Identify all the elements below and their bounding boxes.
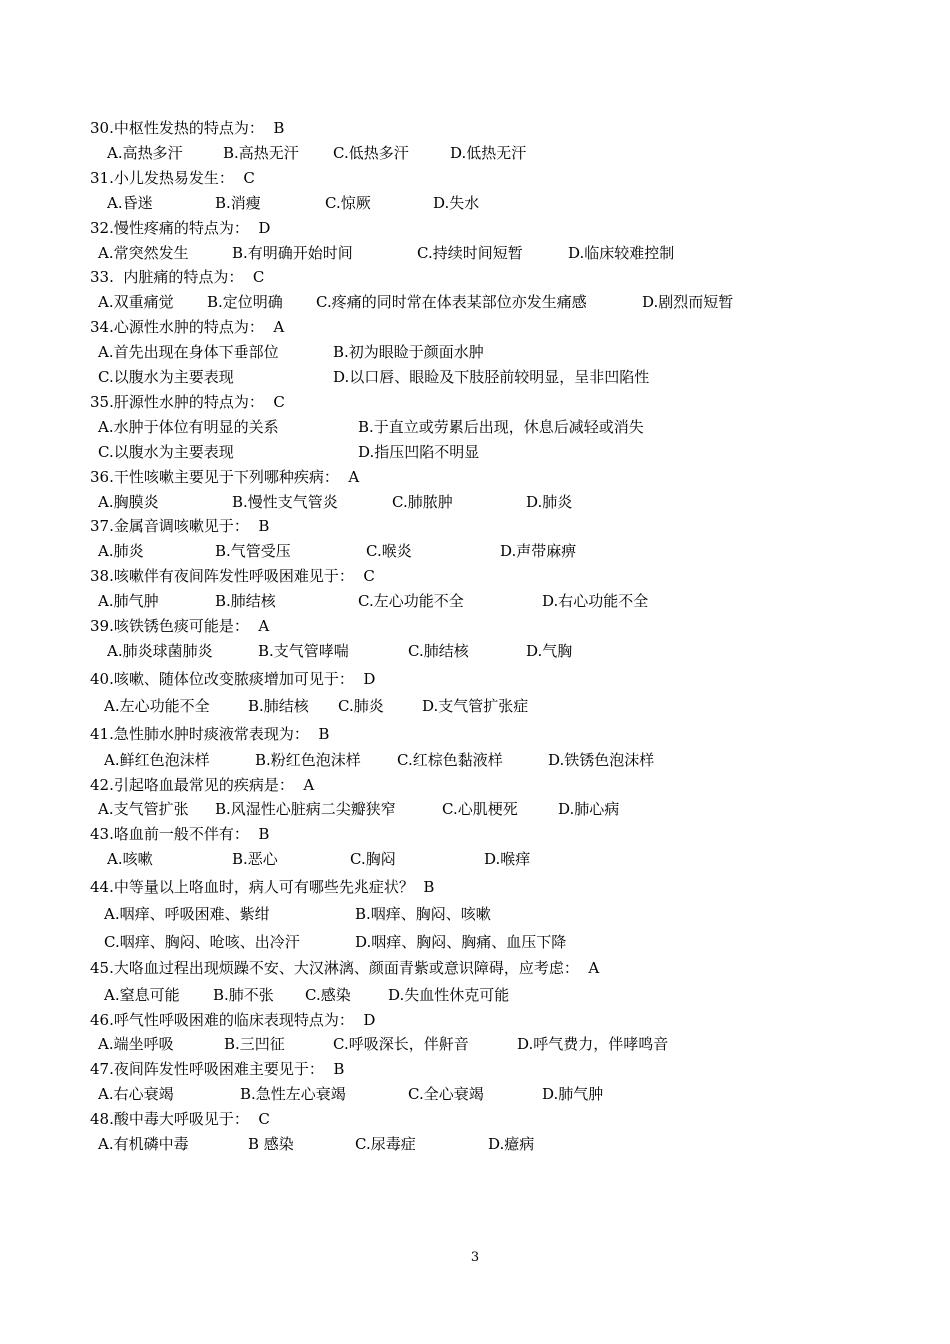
option-d: D.临床较难控制 <box>568 244 675 262</box>
option-c: C.肺结核 <box>408 642 469 660</box>
question-42: 42.引起咯血最常见的疾病是： A <box>90 776 315 794</box>
options-39 <box>0 641 573 661</box>
question-31: 31.小儿发热易发生： C <box>90 169 255 187</box>
option-a: A.右心衰竭 <box>98 1085 174 1103</box>
question-34: 34.心源性水肿的特点为： A <box>90 318 285 336</box>
option-c: C.红棕色黏液样 <box>397 751 503 769</box>
option-a: A.咽痒、呼吸困难、紫绀 <box>104 905 270 923</box>
question-41: 41.急性肺水肿时痰液常表现为： B <box>90 725 330 743</box>
option-d: D.支气管扩张症 <box>422 697 529 715</box>
option-d: D.指压凹陷不明显 <box>358 443 480 461</box>
option-b: B.三凹征 <box>224 1035 285 1053</box>
question-46: 46.呼气性呼吸困难的临床表现特点为： D <box>90 1011 376 1029</box>
option-b: B.肺结核 <box>248 697 309 715</box>
option-c: C.持续时间短暂 <box>417 244 523 262</box>
option-a: A.首先出现在身体下垂部位 <box>98 343 279 361</box>
option-d: D.失血性休克可能 <box>388 986 510 1004</box>
option-a: A.窒息可能 <box>104 986 180 1004</box>
option-a: A.昏迷 <box>107 194 153 212</box>
option-d: D.右心功能不全 <box>542 592 649 610</box>
option-b: B.恶心 <box>232 850 278 868</box>
option-a: A.有机磷中毒 <box>98 1135 189 1153</box>
options-37 <box>0 541 577 561</box>
option-d: D.低热无汗 <box>450 144 527 162</box>
question-38: 38.咳嗽伴有夜间阵发性呼吸困难见于： C <box>90 567 375 585</box>
question-35: 35.肝源性水肿的特点为： C <box>90 393 285 411</box>
option-a: A.常突然发生 <box>98 244 189 262</box>
options-44-row1 <box>0 904 491 924</box>
question-37: 37.金属音调咳嗽见于： B <box>90 517 270 535</box>
question-45: 45.大咯血过程出现烦躁不安、大汉淋漓、颜面青紫或意识障碍，应考虑： A <box>90 959 600 977</box>
option-c: C.呼吸深长，伴鼾音 <box>333 1035 469 1053</box>
option-a: A.水肿于体位有明显的关系 <box>98 418 279 436</box>
option-c: C.全心衰竭 <box>408 1085 484 1103</box>
option-a: A.左心功能不全 <box>104 697 210 715</box>
option-c: C.以腹水为主要表现 <box>98 368 234 386</box>
option-d: D.气胸 <box>526 642 573 660</box>
option-d: D.铁锈色泡沫样 <box>548 751 655 769</box>
options-30 <box>0 143 527 163</box>
option-d: D.失水 <box>433 194 480 212</box>
option-a: A.双重痛觉 <box>98 293 174 311</box>
option-d: D.以口唇、眼睑及下肢胫前较明显，呈非凹陷性 <box>333 368 650 386</box>
option-a: A.咳嗽 <box>107 850 153 868</box>
option-c: C.尿毒症 <box>355 1135 416 1153</box>
question-39: 39.咳铁锈色痰可能是： A <box>90 617 270 635</box>
option-b: B.肺结核 <box>215 592 276 610</box>
options-38 <box>0 591 649 611</box>
option-b: B.慢性支气管炎 <box>232 493 338 511</box>
option-c: C.疼痛的同时常在体表某部位亦发生痛感 <box>316 293 587 311</box>
option-b: B.粉红色泡沫样 <box>255 751 361 769</box>
options-40 <box>0 696 529 716</box>
option-b: B.支气管哮喘 <box>258 642 349 660</box>
options-33 <box>0 292 734 312</box>
options-35-row1 <box>0 417 644 437</box>
question-36: 36.干性咳嗽主要见于下列哪种疾病： A <box>90 468 360 486</box>
option-d: D.癔病 <box>488 1135 535 1153</box>
option-a: A.端坐呼吸 <box>98 1035 174 1053</box>
option-c: C.左心功能不全 <box>358 592 464 610</box>
options-45 <box>0 985 510 1005</box>
option-d: D.呼气费力，伴哮鸣音 <box>517 1035 669 1053</box>
option-a: A.高热多汗 <box>107 144 183 162</box>
option-d: D.剧烈而短暂 <box>642 293 734 311</box>
option-c: C.以腹水为主要表现 <box>98 443 234 461</box>
question-40: 40.咳嗽、随体位改变脓痰增加可见于： D <box>90 670 376 688</box>
option-c: C.肺炎 <box>338 697 384 715</box>
options-43 <box>0 849 531 869</box>
options-36 <box>0 492 573 512</box>
option-a: A.肺气肿 <box>98 592 159 610</box>
question-47: 47.夜间阵发性呼吸困难主要见于： B <box>90 1060 345 1078</box>
option-b: B.有明确开始时间 <box>232 244 353 262</box>
option-c: C.喉炎 <box>366 542 412 560</box>
question-33: 33. 内脏痛的特点为： C <box>90 268 265 286</box>
option-c: C.惊厥 <box>325 194 371 212</box>
option-b: B.咽痒、胸闷、咳嗽 <box>355 905 491 923</box>
option-d: D.肺炎 <box>526 493 573 511</box>
options-44-row2 <box>0 932 567 952</box>
option-d: D.肺气肿 <box>542 1085 604 1103</box>
option-b: B.肺不张 <box>213 986 274 1004</box>
question-48: 48.酸中毒大呼吸见于： C <box>90 1110 270 1128</box>
option-b: B.定位明确 <box>207 293 283 311</box>
option-b: B 感染 <box>248 1135 294 1153</box>
option-b: B.急性左心衰竭 <box>240 1085 346 1103</box>
option-c: C.心肌梗死 <box>442 800 518 818</box>
options-47 <box>0 1084 604 1104</box>
options-31 <box>0 193 480 213</box>
option-b: B.于直立或劳累后出现，休息后减轻或消失 <box>358 418 644 436</box>
options-35-row2 <box>0 442 480 462</box>
options-48 <box>0 1134 535 1154</box>
option-b: B.风湿性心脏病二尖瓣狭窄 <box>215 800 396 818</box>
option-d: D.咽痒、胸闷、胸痛、血压下降 <box>355 933 567 951</box>
option-a: A.肺炎 <box>98 542 144 560</box>
option-d: D.喉痒 <box>484 850 531 868</box>
option-d: D.肺心病 <box>558 800 620 818</box>
options-46 <box>0 1034 669 1054</box>
option-a: A.胸膜炎 <box>98 493 159 511</box>
page-number: 3 <box>470 1250 480 1265</box>
option-b: B.消瘦 <box>215 194 261 212</box>
option-b: B.初为眼睑于颜面水肿 <box>333 343 484 361</box>
options-32 <box>0 243 675 263</box>
question-43: 43.咯血前一般不伴有： B <box>90 825 270 843</box>
option-c: C.咽痒、胸闷、呛咳、出冷汗 <box>104 933 300 951</box>
question-30: 30.中枢性发热的特点为： B <box>90 119 285 137</box>
option-a: A.支气管扩张 <box>98 800 189 818</box>
options-41 <box>0 750 655 770</box>
option-a: A.鲜红色泡沫样 <box>104 751 210 769</box>
options-34-row1 <box>0 342 484 362</box>
option-c: C.胸闷 <box>350 850 396 868</box>
option-b: B.高热无汗 <box>223 144 299 162</box>
option-c: C.感染 <box>305 986 351 1004</box>
option-d: D.声带麻痹 <box>500 542 577 560</box>
options-34-row2 <box>0 367 650 387</box>
option-a: A.肺炎球菌肺炎 <box>107 642 213 660</box>
option-c: C.肺脓肿 <box>392 493 453 511</box>
question-32: 32.慢性疼痛的特点为： D <box>90 219 271 237</box>
option-b: B.气管受压 <box>215 542 291 560</box>
option-c: C.低热多汗 <box>333 144 409 162</box>
question-44: 44.中等量以上咯血时，病人可有哪些先兆症状？ B <box>90 878 435 896</box>
options-42 <box>0 799 620 819</box>
